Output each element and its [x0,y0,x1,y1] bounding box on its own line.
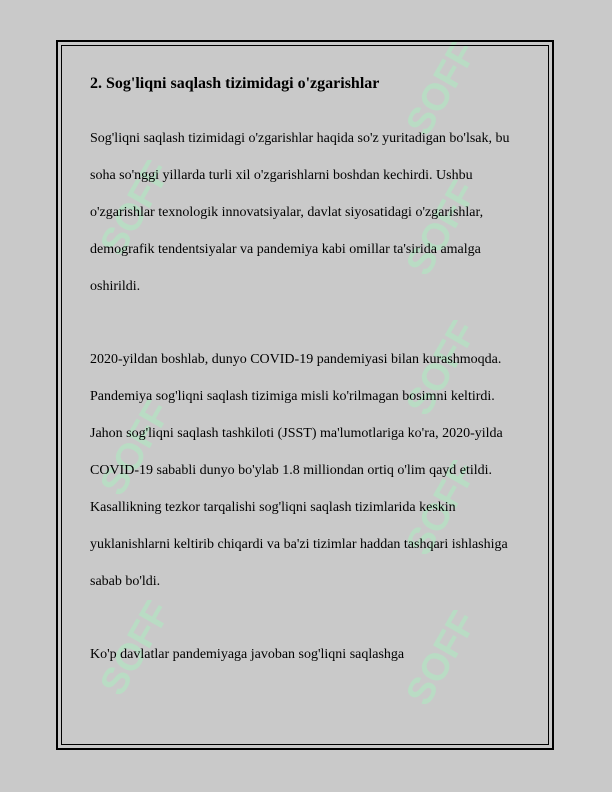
paragraph: Sog'liqni saqlash tizimidagi o'zgarishlar haqida so'z yuritadigan bo'lsak, bu soha so'nggi yillarda turli xil o'zgarishlarni boshdan kechirdi. Ushbu o'zgarishlar texnologik innovatsiyalar, davlat siyosatidagi o'zgarishlar, demografik tendentsiyalar va pandemiya kabi omillar ta'sirida amalga oshirildi. [90,131,510,294]
paragraph: 2020-yildan boshlab, dunyo COVID-19 pandemiyasi bilan kurashmoqda. Pandemiya sog'liqni saqlash tizimiga misli ko'rilmagan bosimni keltirdi. Jahon sog'liqni saqlash tashkiloti (JSST) ma'lumotlariga ko'ra, 2020-yilda COVID-19 sababli dunyo bo'ylab 1.8 milliondan ortiq o'lim qayd etildi. Kasallikning tezkor tarqalishi sog'liqni saqlash tizimlarida keskin yuklanishlarni keltirib chiqardi va ba'zi tizimlar haddan tashqari ishlashiga sabab bo'ldi. [90,352,508,589]
watermark-text: SOFF [92,400,172,503]
watermark-text: SOFF [92,600,172,703]
paragraph: Ko'p davlatlar pandemiyaga javoban sog'liqni saqlashga [90,647,405,662]
document-body [90,70,522,673]
watermark-text: SOFF [398,610,478,713]
watermark-text: SOFF [398,320,478,423]
watermark-text: SOFF [92,160,172,263]
watermark-text: SOFF [398,40,478,143]
watermark-text: SOFF [398,460,478,563]
watermark-text: SOFF [398,180,478,283]
section-heading: 2. Sog'liqni saqlash tizimidagi o'zgarishlar [90,75,380,92]
